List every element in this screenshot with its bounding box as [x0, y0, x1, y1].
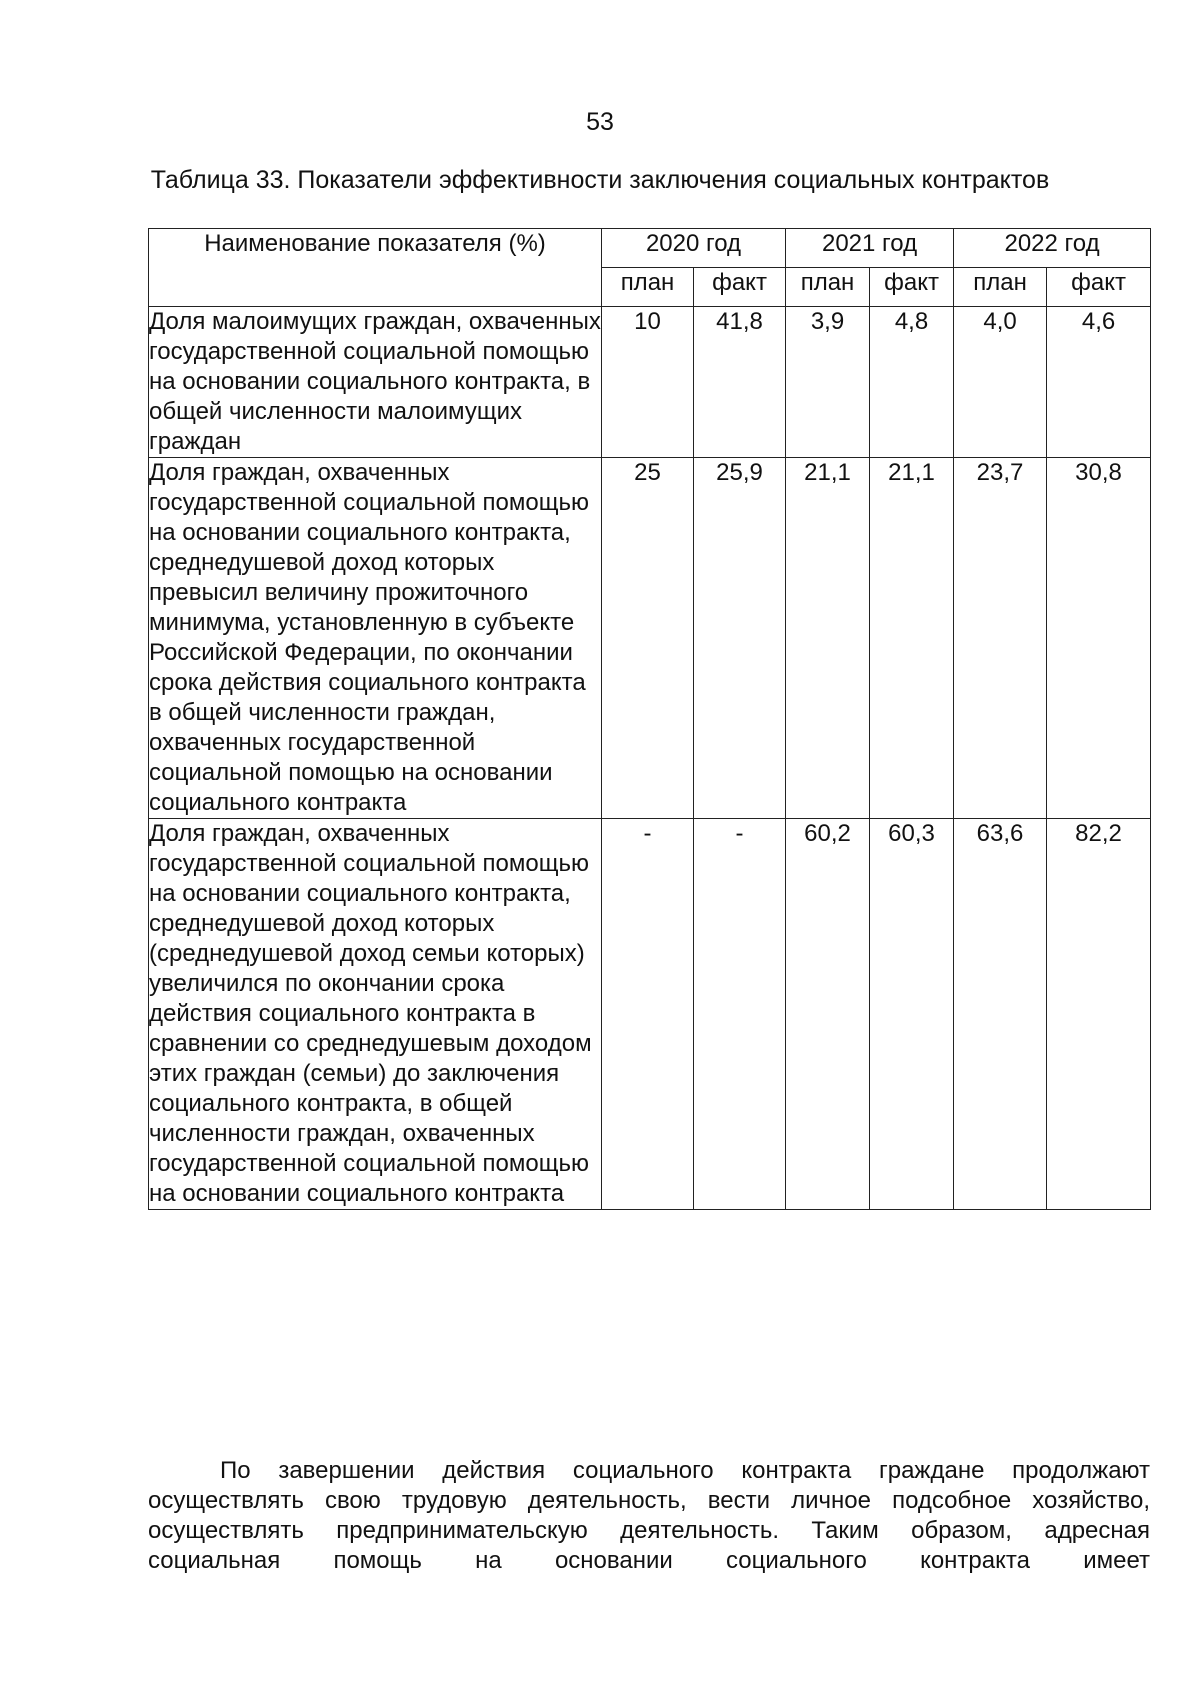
table-caption: Таблица 33. Показатели эффективности заключения социальных контрактов	[150, 166, 1050, 194]
sub-header-plan: план	[786, 268, 870, 307]
value-cell: 25,9	[694, 458, 786, 819]
value-cell: 82,2	[1047, 819, 1151, 1210]
value-cell: 10	[602, 307, 694, 458]
year-header-2022: 2022 год	[954, 229, 1151, 268]
table-row	[149, 307, 1151, 458]
table-row	[149, 819, 1151, 1210]
value-cell: -	[694, 819, 786, 1210]
indicator-name-header: Наименование показателя (%)	[149, 229, 602, 307]
year-header-row	[149, 229, 1151, 268]
value-cell: 23,7	[954, 458, 1047, 819]
body-paragraph-text: По завершении действия социального контракта граждане продолжают осуществлять свою трудовую деятельность, вести личное подсобное хозяйство, осуществлять предпринимательскую деятельность. Таким образом, адресная социальная помощь на основании социального контракта имеет	[148, 1457, 1150, 1574]
value-cell: 63,6	[954, 819, 1047, 1210]
indicators-table	[148, 228, 1151, 1210]
value-cell: 60,3	[870, 819, 954, 1210]
value-cell: -	[602, 819, 694, 1210]
year-header-2021: 2021 год	[786, 229, 954, 268]
value-cell: 4,0	[954, 307, 1047, 458]
sub-header-fact: факт	[870, 268, 954, 307]
value-cell: 30,8	[1047, 458, 1151, 819]
value-cell: 21,1	[786, 458, 870, 819]
sub-header-fact: факт	[1047, 268, 1151, 307]
value-cell: 25	[602, 458, 694, 819]
body-paragraph	[148, 1456, 1150, 1576]
table-row	[149, 458, 1151, 819]
indicator-name: Доля граждан, охваченных государственной социальной помощью на основании социального контракта, среднедушевой доход которых превысил величину прожиточного минимума, установленную в субъекте Российской Федерации, по окончании срока действия социального контракта в общей численности граждан, охваченных государственной социальной помощью на основании социального контракта	[149, 458, 602, 819]
value-cell: 4,8	[870, 307, 954, 458]
page-number: 53	[586, 108, 614, 136]
indicator-name: Доля граждан, охваченных государственной социальной помощью на основании социального контракта, среднедушевой доход которых (среднедушевой доход семьи которых) увеличился по окончании срока действия социального контракта в сравнении со среднедушевым доходом этих граждан (семьи) до заключения социального контракта, в общей численности граждан, охваченных государственной социальной помощью на основании социального контракта	[149, 819, 602, 1210]
value-cell: 41,8	[694, 307, 786, 458]
value-cell: 21,1	[870, 458, 954, 819]
sub-header-fact: факт	[694, 268, 786, 307]
value-cell: 4,6	[1047, 307, 1151, 458]
year-header-2020: 2020 год	[602, 229, 786, 268]
sub-header-plan: план	[602, 268, 694, 307]
value-cell: 60,2	[786, 819, 870, 1210]
value-cell: 3,9	[786, 307, 870, 458]
sub-header-plan: план	[954, 268, 1047, 307]
indicator-name: Доля малоимущих граждан, охваченных государственной социальной помощью на основании социального контракта, в общей численности малоимущих граждан	[149, 307, 602, 458]
